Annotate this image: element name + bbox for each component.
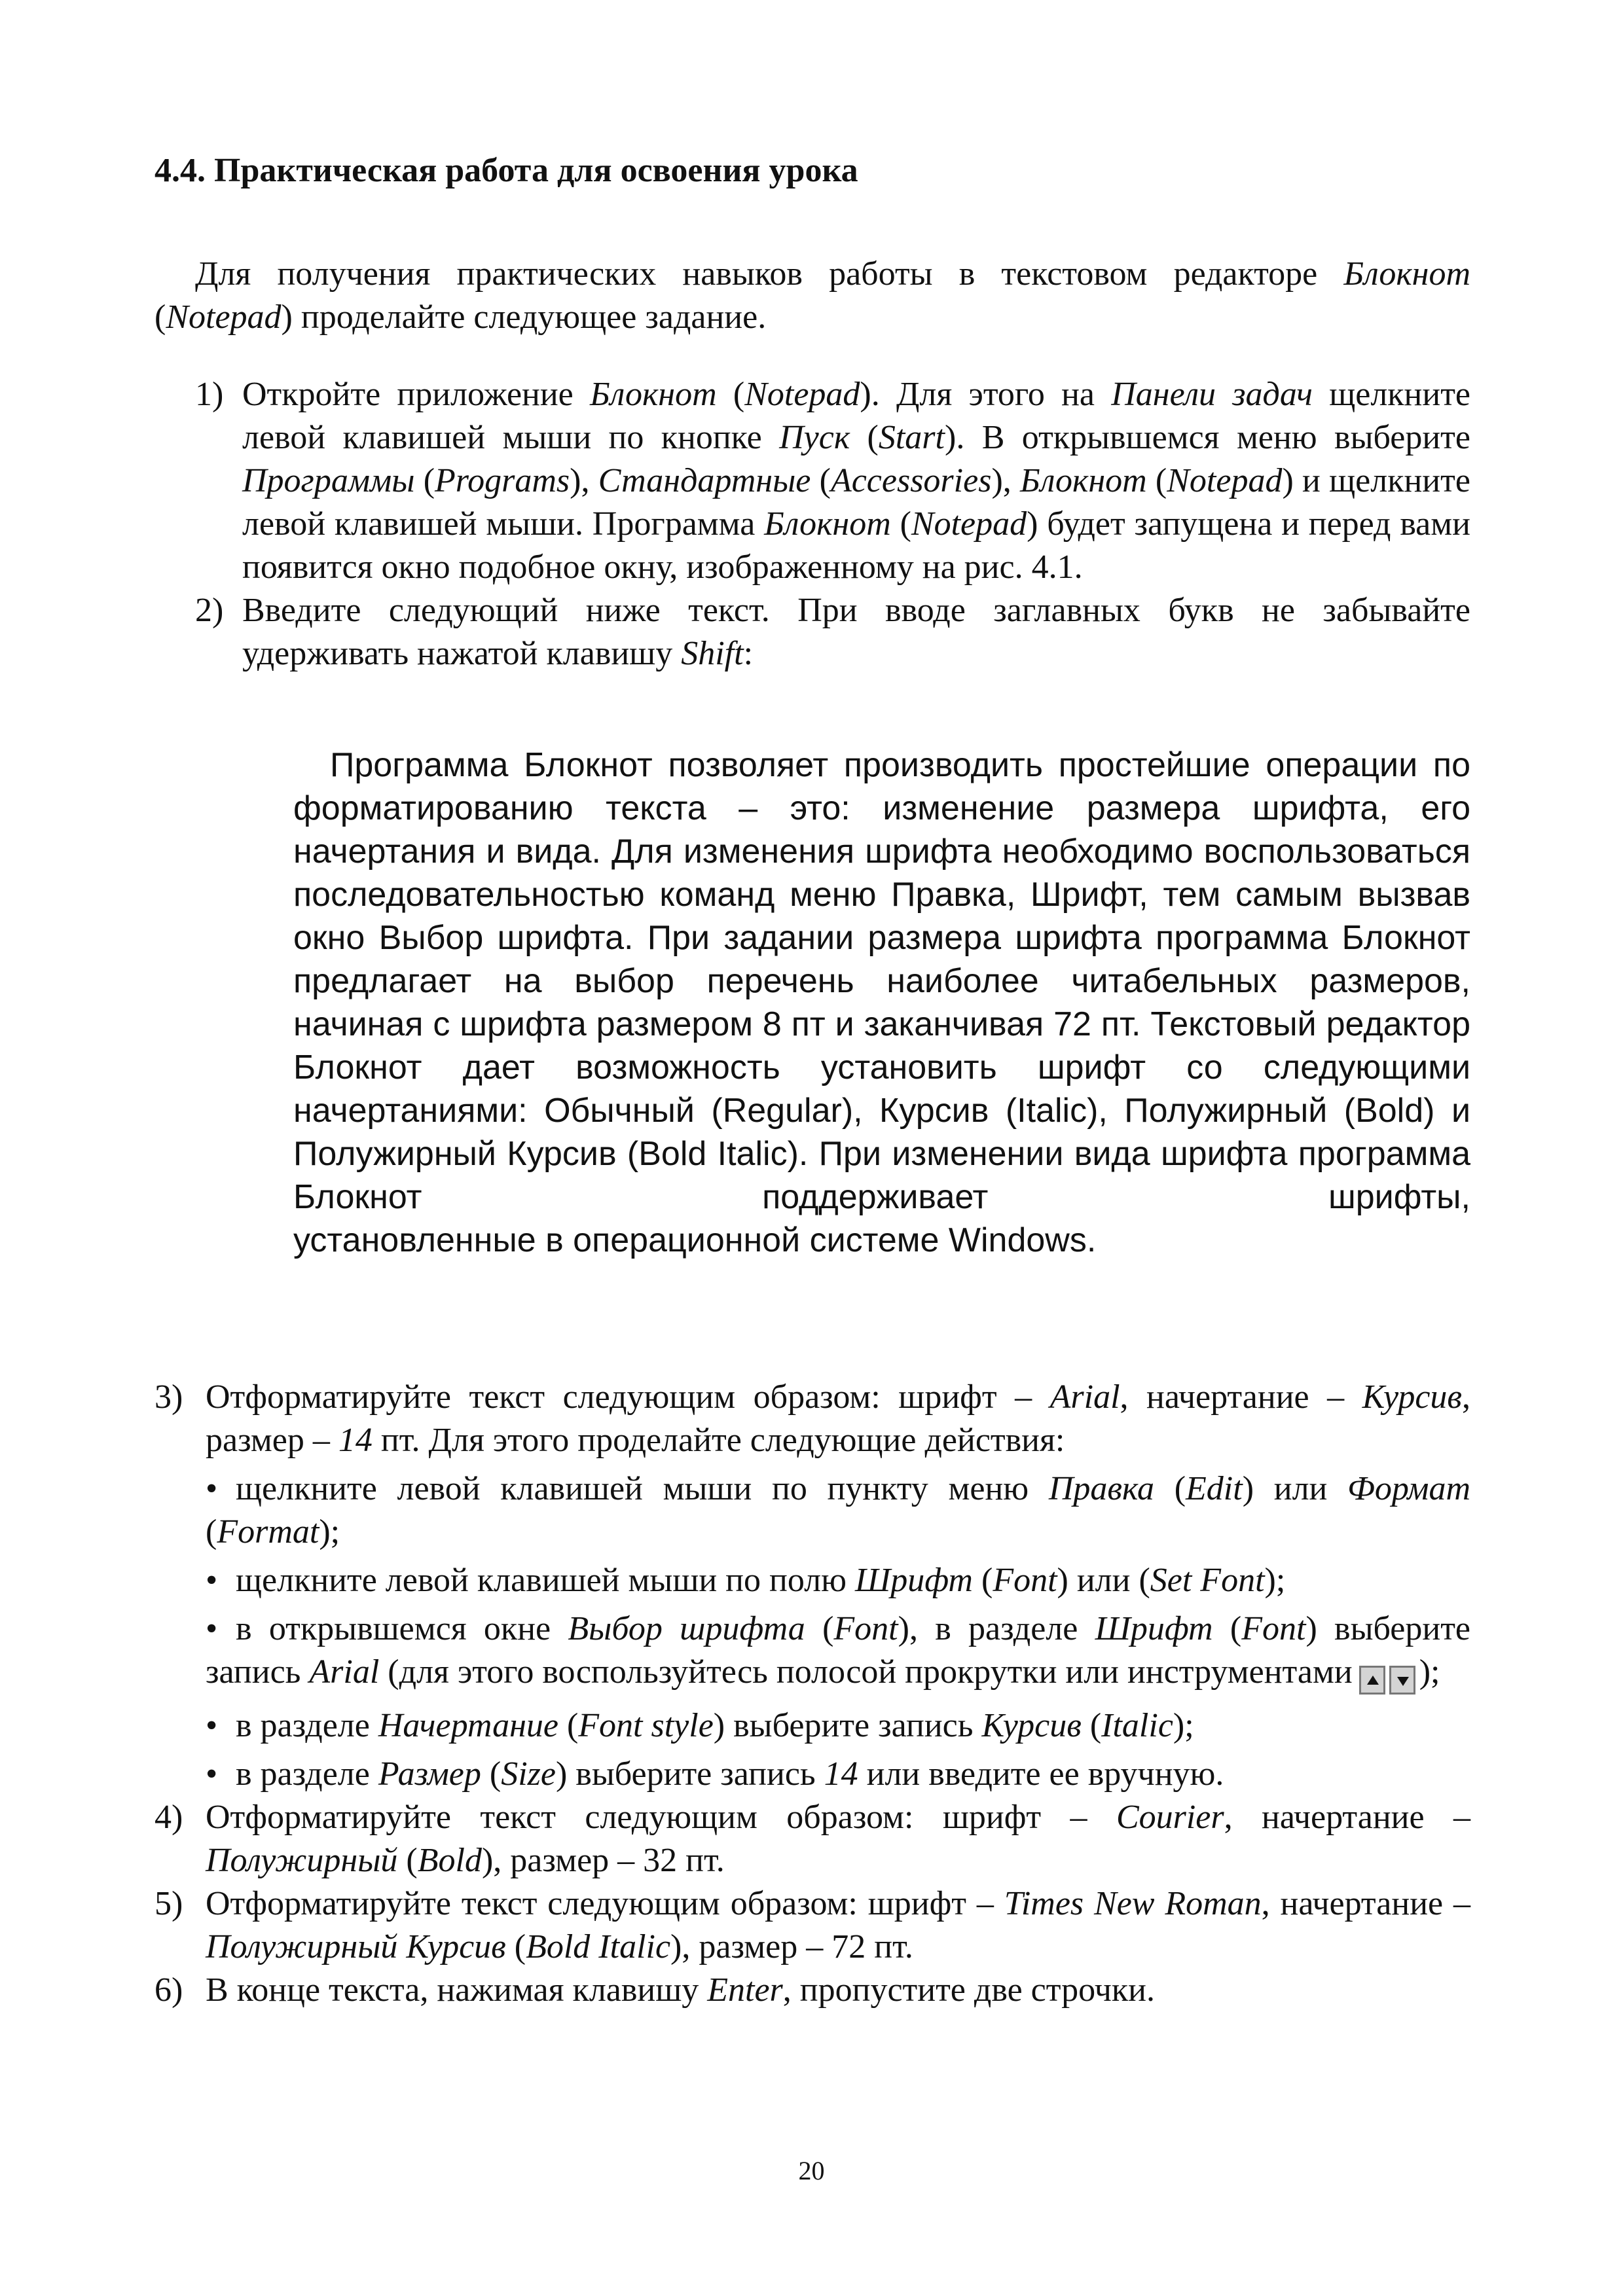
term: Выбор шрифта: [568, 1610, 805, 1647]
text: ), размер – 72 пт.: [670, 1928, 913, 1965]
bullet-item: [155, 1753, 1470, 1796]
term: Bold: [417, 1842, 482, 1879]
step-4-text: [206, 1796, 1470, 1882]
step-3: [155, 1376, 1470, 1796]
text: (: [890, 505, 911, 543]
term: Шрифт: [1095, 1610, 1213, 1647]
text: ), в разделе: [898, 1610, 1095, 1647]
term: Курсив: [981, 1707, 1082, 1744]
term: Правка: [1048, 1470, 1155, 1507]
term: Size: [501, 1755, 556, 1793]
term: Shift: [681, 635, 744, 672]
text: Откройте приложение: [242, 376, 590, 413]
text: (: [481, 1755, 501, 1793]
term: Italic: [1101, 1707, 1173, 1744]
sample-text: Программа Блокнот позволяет производить простейшие операции по форматированию текста – это: изменение размера шрифта, его начертания и вида. Для изменения шрифта необходимо воспользоваться последовательностью команд меню Правка, Шрифт, тем самым вызвав окно Выбор шрифта. При задании размера шрифта программа Блокнот предлагает на выбор перечень наиболее читабельных размеров, начиная с шрифта размером 8 пт и заканчивая 72 пт. Текстовый редактор Блокнот дает возможность установить шрифт со следующими начертаниями: Обычный (Regular), Курсив (Italic), Полужирный (Bold) и Полужирный Курсив (Bold Italic). При изменении вида шрифта программа Блокнот поддерживает шрифты,: [293, 746, 1470, 1216]
text: (: [1081, 1707, 1102, 1744]
text: пт. Для этого проделайте следующие действия:: [372, 1422, 1065, 1459]
text: щелкните левой клавишей мыши по пункту меню: [236, 1470, 1049, 1507]
text: ). Для этого на: [860, 376, 1112, 413]
step-number: 3): [155, 1378, 183, 1416]
text: (: [397, 1842, 418, 1879]
text: В конце текста, нажимая клавишу: [206, 1971, 708, 2009]
step-1-text: [242, 373, 1470, 589]
text: (: [505, 1928, 526, 1965]
step-4: [155, 1796, 1470, 1882]
term: Font: [833, 1610, 898, 1647]
bullet-icon: •: [206, 1755, 218, 1793]
text: (: [811, 462, 831, 499]
step-number: 1): [195, 376, 224, 413]
text: ) выберите запись: [206, 1610, 1471, 1691]
term: Arial: [1049, 1378, 1120, 1416]
text: в открывшемся окне: [236, 1610, 568, 1647]
text: (: [414, 462, 435, 499]
text: ),: [570, 462, 598, 499]
text: Отформатируйте текст следующим образом: шрифт –: [206, 1378, 1050, 1416]
bullet-icon: •: [206, 1707, 218, 1744]
term: Enter: [707, 1971, 783, 2009]
text: ) будет запущена и перед вами появится окно подобное окну, изображенному на рис. 4.1.: [242, 505, 1470, 586]
term: Edit: [1186, 1470, 1243, 1507]
text: ) или (: [1057, 1562, 1150, 1599]
text: Отформатируйте текст следующим образом: шрифт –: [206, 1799, 1116, 1836]
sample-text-end: установленные в операционной системе Windows.: [293, 1221, 1097, 1259]
term: Programs: [435, 462, 570, 499]
bullet-item: [155, 1607, 1470, 1699]
text: щелкните левой клавишей мыши по кнопке: [242, 376, 1470, 456]
text: в разделе: [236, 1755, 378, 1793]
step-2-text: [242, 589, 1470, 675]
text: ) выберите запись: [555, 1755, 824, 1793]
step-number: 6): [155, 1971, 183, 2009]
term: Пуск: [779, 419, 850, 456]
term: Стандартные: [598, 462, 811, 499]
scroll-tools: [1359, 1656, 1419, 1699]
term: Начертание: [378, 1707, 558, 1744]
arrow-up-icon: [1359, 1666, 1385, 1695]
term: Шрифт: [854, 1562, 973, 1599]
intro-text: ) проделайте следующее задание.: [281, 298, 767, 336]
text: , пропустите две строчки.: [782, 1971, 1156, 2009]
text: ) или: [1242, 1470, 1348, 1507]
text: (для этого воспользуйтесь полосой прокрутки или инструментами: [379, 1653, 1353, 1691]
step-number: 2): [195, 592, 224, 629]
steps-list: [155, 373, 1470, 2012]
text: (: [716, 376, 745, 413]
term: Font style: [578, 1707, 714, 1744]
term: Arial: [309, 1653, 380, 1691]
step-1: [155, 373, 1470, 589]
step-3-text: [206, 1376, 1470, 1462]
text: ) выберите запись: [713, 1707, 982, 1744]
text: (: [972, 1562, 993, 1599]
step-5-text: [206, 1882, 1470, 1969]
text: щелкните левой клавишей мыши по полю: [236, 1562, 855, 1599]
page-number: 20: [798, 2156, 825, 2185]
term: Полужирный Курсив: [206, 1928, 506, 1965]
text: );: [319, 1513, 340, 1551]
text: ). В открывшемся меню выберите: [945, 419, 1470, 456]
text: , начертание –: [1120, 1378, 1362, 1416]
intro-text: Для получения практических навыков работы в текстовом редакторе: [195, 255, 1344, 293]
text: (: [850, 419, 879, 456]
page-content: [155, 149, 1470, 2012]
text: (: [1213, 1610, 1242, 1647]
text: Отформатируйте текст следующим образом: шрифт –: [206, 1885, 1004, 1922]
term: 14: [338, 1422, 373, 1459]
bullet-icon: •: [206, 1610, 218, 1647]
term: Формат: [1347, 1470, 1471, 1507]
bullet-item: [155, 1467, 1470, 1554]
step-6-text: [206, 1969, 1470, 2012]
term: Font: [993, 1562, 1057, 1599]
text: (: [1146, 462, 1167, 499]
step-number: 4): [155, 1799, 183, 1836]
text: (: [1154, 1470, 1186, 1507]
term: Полужирный: [206, 1842, 398, 1879]
text: в разделе: [236, 1707, 378, 1744]
term: Accessories: [830, 462, 992, 499]
text: );: [1173, 1707, 1194, 1744]
step-6: [155, 1969, 1470, 2012]
term: Times New Roman: [1004, 1885, 1262, 1922]
intro-notepad-ru: Блокнот: [1343, 255, 1470, 293]
text: ),: [991, 462, 1021, 499]
text: (: [206, 1513, 217, 1551]
sample-text-last-line: [293, 1219, 1470, 1262]
term: Notepad: [911, 505, 1027, 543]
intro-text: (: [155, 298, 166, 336]
intro-paragraph: [155, 253, 1470, 339]
text: , начертание –: [1261, 1885, 1470, 1922]
text: , начертание –: [1224, 1799, 1470, 1836]
term: Format: [217, 1513, 319, 1551]
step-5: [155, 1882, 1470, 1969]
bullet-icon: •: [206, 1562, 218, 1599]
term: Панели задач: [1111, 376, 1313, 413]
text: ) и щелкните левой клавишей мыши. Программа: [242, 462, 1470, 543]
text: , размер –: [206, 1378, 1470, 1459]
term: Блокнот: [589, 376, 717, 413]
term: Start: [878, 419, 945, 456]
term: Notepad: [744, 376, 860, 413]
term: Courier: [1116, 1799, 1224, 1836]
term: Notepad: [1167, 462, 1283, 499]
step-2: [155, 589, 1470, 675]
text: );: [1264, 1562, 1286, 1599]
bullet-item: [155, 1559, 1470, 1602]
text: Введите следующий ниже текст. При вводе заглавных букв не забывайте удерживать нажатой клавишу: [242, 592, 1470, 672]
intro-notepad-en: Notepad: [166, 298, 282, 336]
term: Программы: [242, 462, 415, 499]
sample-text-block: [293, 744, 1470, 1219]
text: (: [558, 1707, 579, 1744]
term: Курсив: [1362, 1378, 1462, 1416]
text: ), размер – 32 пт.: [481, 1842, 725, 1879]
text: :: [743, 635, 754, 672]
term: Set Font: [1150, 1562, 1265, 1599]
arrow-down-icon: [1389, 1666, 1415, 1695]
text: или введите ее вручную.: [858, 1755, 1224, 1793]
step-number: 5): [155, 1885, 183, 1922]
term: Bold Italic: [526, 1928, 671, 1965]
term: 14: [824, 1755, 858, 1793]
bullet-icon: •: [206, 1470, 218, 1507]
term: Блокнот: [1020, 462, 1147, 499]
text: );: [1419, 1653, 1440, 1691]
text: (: [805, 1610, 834, 1647]
term: Блокнот: [764, 505, 891, 543]
bullet-item: [155, 1704, 1470, 1748]
spacer: [155, 1319, 1470, 1376]
term: Font: [1241, 1610, 1306, 1647]
section-heading: 4.4. Практическая работа для освоения урока: [155, 152, 858, 189]
term: Размер: [378, 1755, 481, 1793]
